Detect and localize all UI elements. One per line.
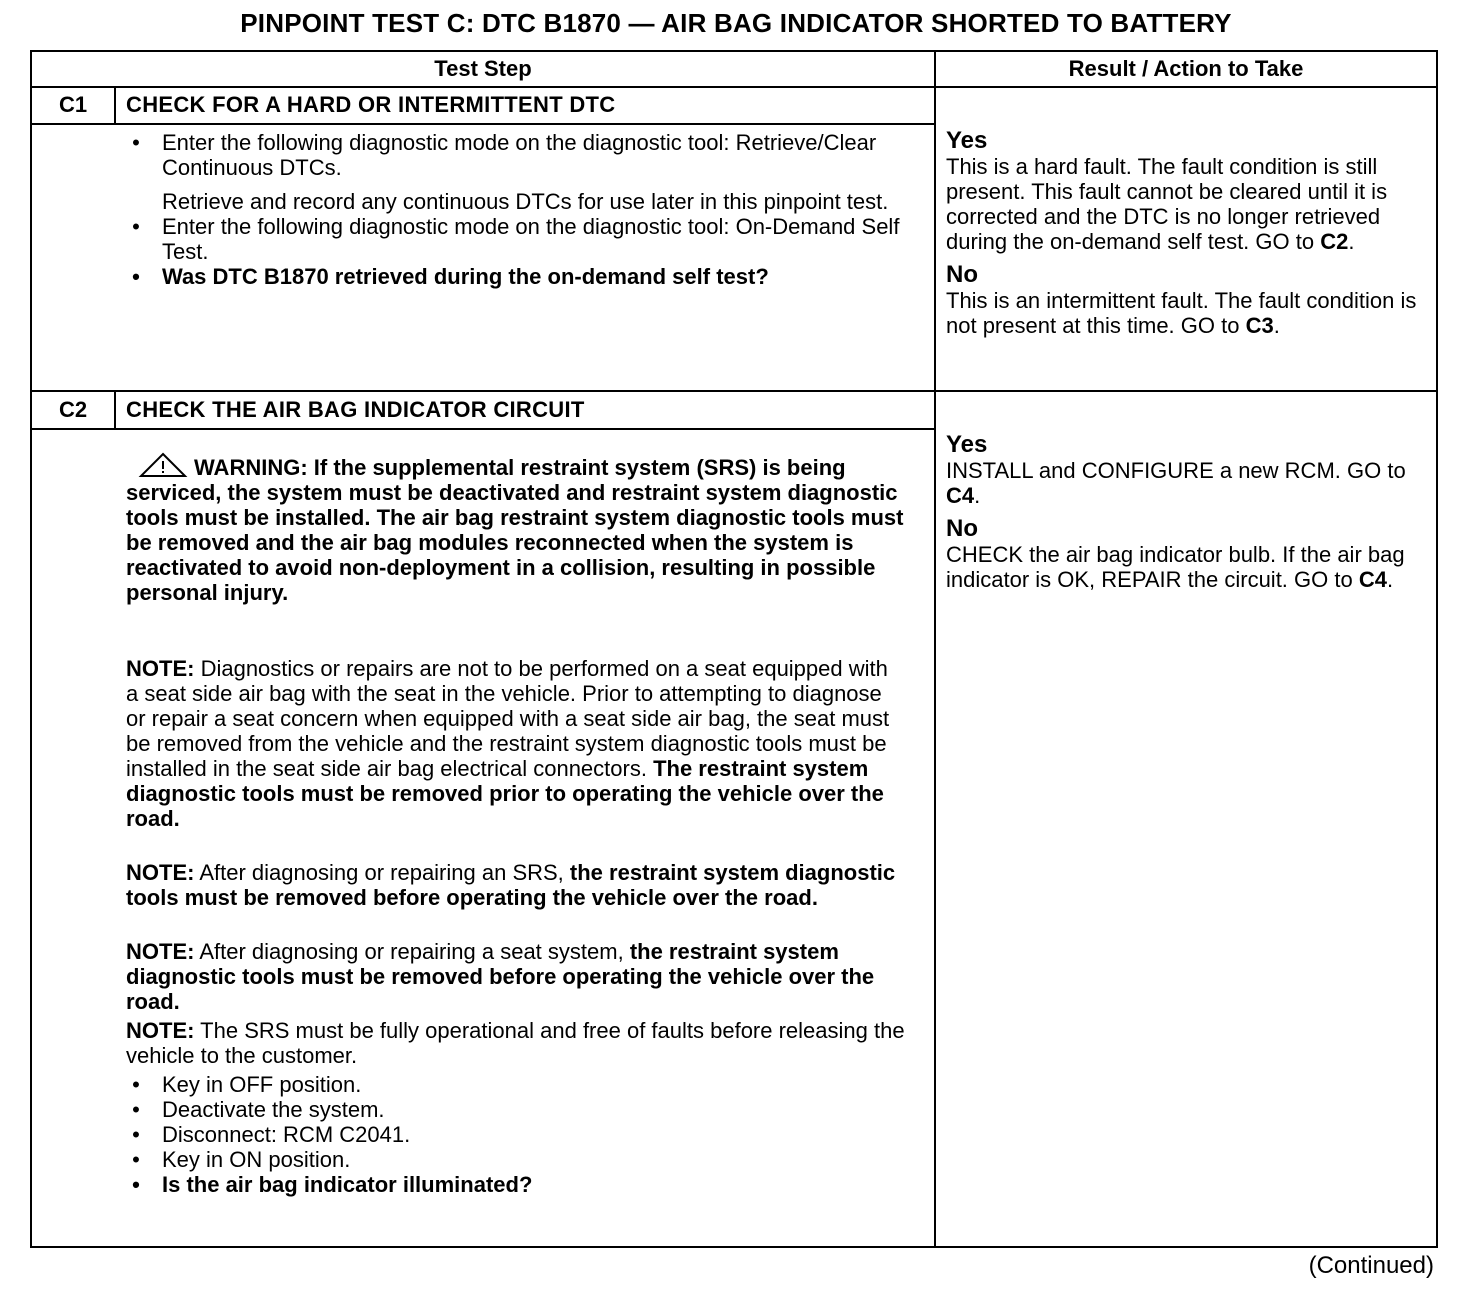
c2-yes-goto: C4 bbox=[946, 483, 975, 508]
c2-step-3: Disconnect: RCM C2041. bbox=[162, 1122, 411, 1147]
c2-note-2-bold: the restraint system diagnostic tools must be removed before operating the vehicle over the road. bbox=[126, 860, 896, 910]
bullet-icon: • bbox=[132, 1072, 140, 1097]
c1-question: Was DTC B1870 retrieved during the on-demand self test? bbox=[162, 264, 769, 289]
bullet-icon: • bbox=[132, 1172, 140, 1197]
c1-yes-label: Yes bbox=[946, 127, 988, 154]
c2-note-3 bbox=[126, 939, 906, 1014]
c2-step-id: C2 bbox=[58, 397, 88, 422]
c2-id-divider bbox=[114, 392, 116, 428]
bullet-icon: • bbox=[132, 130, 140, 155]
c2-note-1 bbox=[126, 656, 906, 831]
c2-result bbox=[946, 432, 1426, 592]
c2-yes-body: INSTALL and CONFIGURE a new RCM. GO to bbox=[946, 458, 1406, 483]
c2-note-1-text: Diagnostics or repairs are not to be performed on a seat equipped with a seat side air bag with the seat in the vehicle. Prior to attempting to diagnose or repair a seat concern when equipped with a seat side air bag, the seat must be removed from the vehicle and the restraint system diagnostic tools must be installed in the seat side air bag electrical connectors. bbox=[126, 656, 890, 781]
c2-note-4 bbox=[126, 1018, 906, 1068]
bullet-icon: • bbox=[132, 1147, 140, 1172]
list-item bbox=[126, 1097, 906, 1122]
c1-no-end: . bbox=[1273, 313, 1280, 338]
c1-no-body: This is an intermittent fault. The fault condition is not present at this time. GO to bbox=[946, 288, 1417, 338]
c2-note-4-text: The SRS must be fully operational and free of faults before releasing the vehicle to the customer. bbox=[126, 1018, 905, 1068]
c2-step-list bbox=[126, 1072, 906, 1197]
c1-step-id: C1 bbox=[58, 92, 88, 117]
c1-yes-goto: C2 bbox=[1320, 229, 1349, 254]
c2-warning bbox=[126, 452, 906, 605]
bullet-icon: • bbox=[132, 1122, 140, 1147]
c1-step-list bbox=[126, 130, 906, 289]
c2-note-2 bbox=[126, 860, 906, 910]
continued-label: (Continued) bbox=[1308, 1252, 1434, 1279]
c1-no-text bbox=[946, 288, 1426, 338]
c2-yes-text bbox=[946, 458, 1426, 508]
c2-no-end: . bbox=[1386, 567, 1394, 592]
c2-step-2: Deactivate the system. bbox=[162, 1097, 385, 1122]
pinpoint-test-table bbox=[30, 50, 1438, 1248]
page-title: PINPOINT TEST C: DTC B1870 — AIR BAG INDICATOR SHORTED TO BATTERY bbox=[240, 8, 1232, 38]
c1-step-1: Enter the following diagnostic mode on the diagnostic tool: Retrieve/Clear Continuous DTCs. bbox=[162, 130, 877, 180]
c2-warning-label: WARNING: bbox=[194, 455, 308, 480]
c2-no-goto: C4 bbox=[1358, 567, 1387, 592]
c2-note-3-text: After diagnosing or repairing a seat system, bbox=[199, 939, 624, 964]
c2-note-2-text: After diagnosing or repairing an SRS, bbox=[199, 860, 564, 885]
c2-step-title: CHECK THE AIR BAG INDICATOR CIRCUIT bbox=[126, 397, 585, 422]
c1-no-goto: C3 bbox=[1245, 313, 1274, 338]
warning-triangle-icon bbox=[138, 452, 188, 478]
c1-step-2: Enter the following diagnostic mode on the diagnostic tool: On-Demand Self Test. bbox=[162, 214, 900, 264]
list-item bbox=[126, 1072, 906, 1097]
list-item bbox=[126, 189, 906, 214]
c1-yes-text bbox=[946, 154, 1426, 254]
c1-result bbox=[946, 128, 1426, 338]
c2-note-2-label: NOTE: bbox=[126, 860, 195, 885]
c1-yes-end: . bbox=[1348, 229, 1355, 254]
c2-yes-end: . bbox=[974, 483, 981, 508]
c1-id-divider bbox=[114, 88, 116, 124]
bullet-icon: • bbox=[132, 214, 140, 239]
bullet-icon: • bbox=[132, 264, 140, 289]
c2-yes-label: Yes bbox=[946, 431, 988, 458]
list-item bbox=[126, 1172, 906, 1197]
c1-no-label: No bbox=[946, 261, 978, 288]
c2-step-1: Key in OFF position. bbox=[162, 1072, 362, 1097]
header-test-step: Test Step bbox=[434, 56, 532, 81]
list-item bbox=[126, 1122, 906, 1147]
c2-no-label: No bbox=[946, 515, 978, 542]
bullet-icon: • bbox=[132, 1097, 140, 1122]
c2-note-4-label: NOTE: bbox=[126, 1018, 195, 1043]
list-item bbox=[126, 130, 906, 180]
header-result-action: Result / Action to Take bbox=[1068, 56, 1304, 81]
c2-note-1-bold: The restraint system diagnostic tools must be removed prior to operating the vehicle over the road. bbox=[126, 756, 884, 831]
c2-no-body: CHECK the air bag indicator bulb. If the air bag indicator is OK, REPAIR the circuit. GO to bbox=[946, 542, 1405, 592]
list-item bbox=[126, 264, 906, 289]
c2-note-3-bold: the restraint system diagnostic tools must be removed before operating the vehicle over the road. bbox=[126, 939, 875, 1014]
c2-note-1-label: NOTE: bbox=[126, 656, 195, 681]
list-item bbox=[126, 1147, 906, 1172]
c1-step-1-note: Retrieve and record any continuous DTCs for use later in this pinpoint test. bbox=[162, 189, 889, 214]
c1-yes-body: This is a hard fault. The fault condition is still present. This fault cannot be cleared until it is corrected and the DTC is no longer retrieved during the on-demand self test. GO to bbox=[946, 154, 1388, 254]
c2-note-3-label: NOTE: bbox=[126, 939, 195, 964]
c2-step-4: Key in ON position. bbox=[162, 1147, 351, 1172]
c2-warning-text: If the supplemental restraint system (SRS) is being serviced, the system must be deactivated and restraint system diagnostic tools must be installed. The air bag restraint system diagnostic tools must be removed and the air bag modules reconnected when the system is reactivated to avoid non-deployment in a collision, resulting in possible personal injury. bbox=[126, 455, 904, 605]
c2-title-divider bbox=[32, 428, 934, 430]
list-item bbox=[126, 214, 906, 264]
c1-step-title: CHECK FOR A HARD OR INTERMITTENT DTC bbox=[126, 92, 616, 117]
c2-no-text bbox=[946, 542, 1426, 592]
column-divider bbox=[934, 52, 936, 1246]
c1-title-divider bbox=[32, 123, 934, 125]
c2-question: Is the air bag indicator illuminated? bbox=[162, 1172, 533, 1197]
